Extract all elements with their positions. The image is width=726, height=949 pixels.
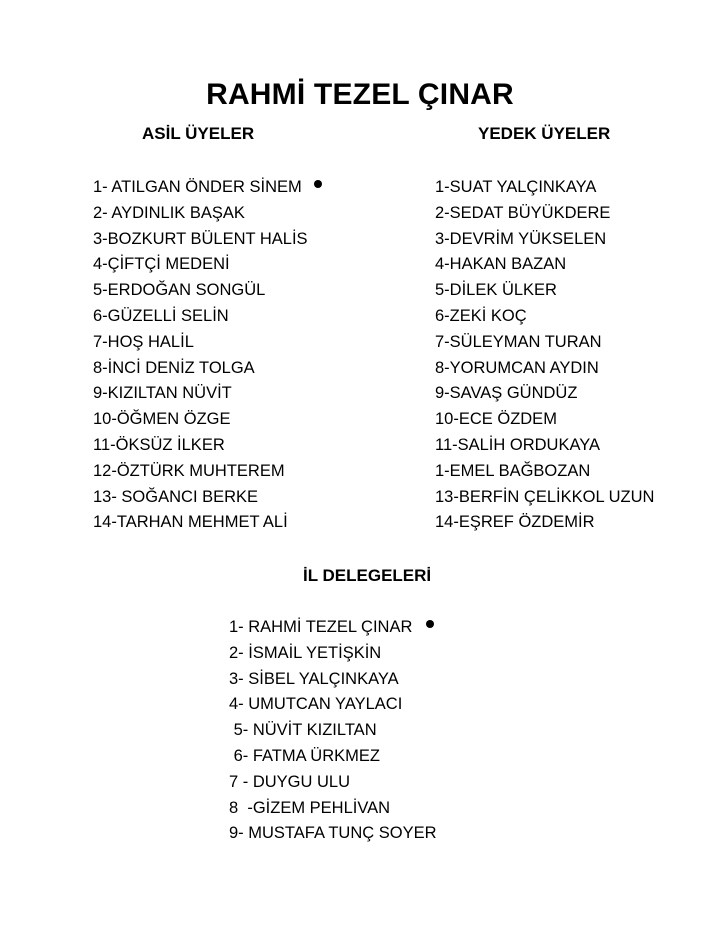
list-item: 1- ATILGAN ÖNDER SİNEM xyxy=(93,175,322,201)
bullet-dot-icon xyxy=(426,620,434,628)
bullet-dot-icon xyxy=(314,180,322,188)
list-item: 7-HOŞ HALİL xyxy=(93,332,194,351)
list-item: 11-ÖKSÜZ İLKER xyxy=(93,435,225,454)
list-item: 8 -GİZEM PEHLİVAN xyxy=(229,798,391,817)
list-item: 3- SİBEL YALÇINKAYA xyxy=(229,669,399,688)
list-item: 11-SALİH ORDUKAYA xyxy=(435,435,601,454)
list-item: 8-İNCİ DENİZ TOLGA xyxy=(93,358,255,377)
list-item: 4- UMUTCAN YAYLACI xyxy=(229,695,403,714)
asil-uyeler-heading: ASİL ÜYELER xyxy=(142,124,255,143)
list-item: 7-SÜLEYMAN TURAN xyxy=(435,332,602,351)
list-item: 4-ÇİFTÇİ MEDENİ xyxy=(93,255,230,274)
list-item: 3-BOZKURT BÜLENT HALİS xyxy=(93,229,308,248)
il-delegeleri-list xyxy=(229,615,437,847)
list-item: 7 - DUYGU ULU xyxy=(229,772,351,791)
list-item: 1-EMEL BAĞBOZAN xyxy=(435,461,591,480)
yedek-uyeler-list xyxy=(435,175,654,536)
list-item: 10-ECE ÖZDEM xyxy=(435,410,557,429)
list-item: 2- İSMAİL YETİŞKİN xyxy=(229,643,382,662)
il-delegeleri-heading: İL DELEGELERİ xyxy=(303,566,432,585)
asil-uyeler-list xyxy=(93,175,322,536)
list-item: 14-TARHAN MEHMET ALİ xyxy=(93,513,288,532)
list-item: 5-ERDOĞAN SONGÜL xyxy=(93,281,266,300)
yedek-uyeler-heading: YEDEK ÜYELER xyxy=(478,124,611,143)
list-item: 2-SEDAT BÜYÜKDERE xyxy=(435,203,611,222)
list-item: 6-GÜZELLİ SELİN xyxy=(93,306,229,325)
document-title: RAHMİ TEZEL ÇINAR xyxy=(206,78,514,111)
list-item: 9- MUSTAFA TUNÇ SOYER xyxy=(229,824,437,843)
list-item: 2- AYDINLIK BAŞAK xyxy=(93,203,245,222)
list-item: 10-ÖĞMEN ÖZGE xyxy=(93,410,231,429)
list-item: 14-EŞREF ÖZDEMİR xyxy=(435,513,595,532)
list-item: 12-ÖZTÜRK MUHTEREM xyxy=(93,461,285,480)
list-item: 13- SOĞANCI BERKE xyxy=(93,487,259,506)
list-item: 9-KIZILTAN NÜVİT xyxy=(93,384,232,403)
list-item: 1-SUAT YALÇINKAYA xyxy=(435,178,597,196)
list-item: 13-BERFİN ÇELİKKOL UZUN xyxy=(435,487,655,506)
list-item: 6-ZEKİ KOÇ xyxy=(435,306,527,325)
list-item: 4-HAKAN BAZAN xyxy=(435,255,567,274)
list-item: 5-DİLEK ÜLKER xyxy=(435,281,557,300)
list-item: 3-DEVRİM YÜKSELEN xyxy=(435,229,607,248)
list-item: 1- RAHMİ TEZEL ÇINAR xyxy=(229,615,437,641)
list-item: 5- NÜVİT KIZILTAN xyxy=(229,721,377,740)
list-item: 9-SAVAŞ GÜNDÜZ xyxy=(435,384,578,403)
list-item: 8-YORUMCAN AYDIN xyxy=(435,358,599,377)
list-item: 6- FATMA ÜRKMEZ xyxy=(229,746,380,765)
